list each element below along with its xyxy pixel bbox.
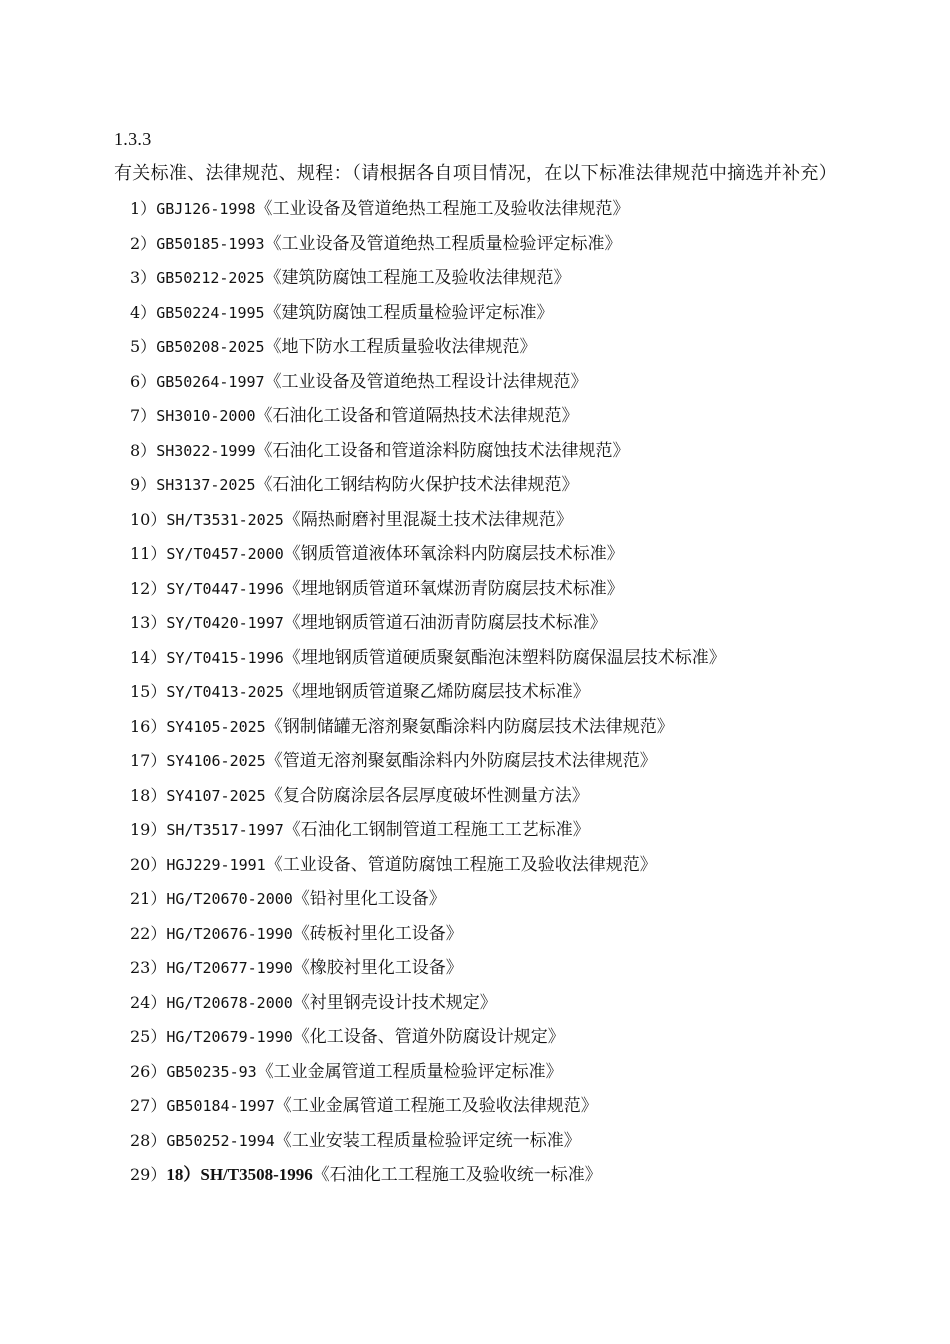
standard-index: 20）	[130, 854, 167, 874]
standard-sub-index: 18）	[166, 1165, 201, 1184]
standard-title: 《工业设备、管道防腐蚀工程施工及验收法律规范》	[265, 854, 657, 875]
standard-title: 《工业金属管道工程质量检验评定标准》	[256, 1061, 563, 1082]
standard-code: SY4106-2025	[166, 752, 266, 770]
standard-index: 1）	[130, 199, 157, 218]
standard-title: 《石油化工设备和管道隔热技术法律规范》	[255, 406, 579, 426]
standard-item	[130, 503, 890, 538]
standard-item	[130, 261, 890, 296]
standard-index: 18）	[130, 785, 167, 805]
standard-code: SY/T0457-2000	[166, 545, 284, 563]
standard-title: 《埋地钢质管道环氧煤沥青防腐层技术标准》	[283, 578, 624, 599]
standard-code: SH/T3508-1996	[200, 1165, 313, 1184]
standard-item	[130, 710, 890, 745]
standard-item	[130, 330, 890, 365]
standard-title: 《石油化工钢制管道工程施工工艺标准》	[283, 820, 590, 840]
standard-code: SY4107-2025	[166, 786, 266, 805]
standard-code: GB50264-1997	[156, 372, 265, 391]
standard-title: 《工业设备及管道绝热工程施工及验收法律规范》	[255, 199, 630, 219]
standard-item	[130, 882, 890, 917]
standard-title: 《工业设备及管道绝热工程设计法律规范》	[264, 371, 588, 392]
standard-item	[130, 468, 890, 503]
standard-item-last	[130, 1158, 890, 1193]
standard-item	[130, 572, 890, 607]
standard-code: SH3022-1999	[156, 441, 256, 460]
standard-code: SH3010-2000	[156, 407, 256, 425]
standard-code: GB50208-2025	[156, 338, 265, 356]
standard-title: 《建筑防腐蚀工程施工及验收法律规范》	[264, 268, 571, 288]
standard-index: 2）	[130, 233, 157, 253]
standard-title: 《管道无溶剂聚氨酯涂料内外防腐层技术法律规范》	[265, 751, 657, 771]
standard-code: SY/T0415-1996	[166, 648, 284, 667]
standard-code: GB50252-1994	[166, 1131, 275, 1150]
standard-item	[130, 744, 890, 779]
standard-index: 4）	[130, 302, 157, 322]
standard-code: SH3137-2025	[156, 476, 256, 494]
standard-item	[130, 365, 890, 400]
standard-title: 《地下防水工程质量验收法律规范》	[264, 337, 537, 357]
standard-code: SY/T0420-1997	[166, 614, 284, 632]
standard-index: 22）	[130, 923, 167, 943]
standard-title: 《工业金属管道工程施工及验收法律规范》	[274, 1096, 598, 1116]
standard-title: 《石油化工钢结构防火保护技术法律规范》	[255, 475, 579, 495]
standard-index: 13）	[130, 613, 167, 632]
section-heading	[114, 122, 874, 191]
standard-title: 《化工设备、管道外防腐设计规定》	[292, 1027, 565, 1047]
standard-code: GBJ126-1998	[156, 200, 256, 218]
standard-title: 《建筑防腐蚀工程质量检验评定标准》	[264, 302, 554, 323]
standard-title: 《橡胶衬里化工设备》	[292, 958, 463, 978]
standard-index: 7）	[130, 406, 157, 425]
standard-index: 21）	[130, 889, 167, 908]
standard-title: 《钢质管道液体环氧涂料内防腐层技术标准》	[283, 544, 624, 564]
standard-code: HGJ229-1991	[166, 855, 266, 874]
standard-index: 14）	[130, 647, 167, 667]
standard-index: 27）	[130, 1096, 167, 1115]
standard-index: 11）	[130, 544, 167, 563]
standard-item	[130, 951, 890, 986]
standard-index: 28）	[130, 1130, 167, 1150]
standard-title: 《埋地钢质管道聚乙烯防腐层技术标准》	[283, 682, 590, 702]
standard-item	[130, 227, 890, 262]
standard-code: HG/T20676-1990	[166, 924, 293, 943]
standard-title: 《埋地钢质管道硬质聚氨酯泡沫塑料防腐保温层技术标准》	[283, 647, 726, 668]
standard-index: 25）	[130, 1027, 167, 1046]
standard-code: HG/T20679-1990	[166, 1028, 293, 1046]
standard-index: 29）	[130, 1165, 167, 1184]
standard-index: 23）	[130, 958, 167, 977]
standard-item	[130, 641, 890, 676]
standard-index: 10）	[130, 509, 167, 529]
standard-code: SY/T0413-2025	[166, 683, 284, 701]
standard-item	[130, 675, 890, 710]
standard-title: 《埋地钢质管道石油沥青防腐层技术标准》	[283, 613, 607, 633]
standard-code: SH/T3517-1997	[166, 821, 284, 839]
standard-index: 8）	[130, 440, 157, 460]
standard-title: 《石油化工工程施工及验收统一标准》	[312, 1165, 602, 1185]
standard-title: 《砖板衬里化工设备》	[292, 923, 463, 944]
standard-title: 《复合防腐涂层各层厚度破坏性测量方法》	[265, 785, 589, 806]
standard-item	[130, 1124, 890, 1159]
standard-title: 《石油化工设备和管道涂料防腐蚀技术法律规范》	[255, 440, 630, 461]
standard-item	[130, 848, 890, 883]
standard-code: GB50212-2025	[156, 269, 265, 287]
standard-code: GB50235-93	[166, 1062, 257, 1081]
standard-item	[130, 1055, 890, 1090]
standard-title: 《铅衬里化工设备》	[292, 889, 446, 909]
standard-item	[130, 606, 890, 641]
standard-index: 24）	[130, 992, 167, 1012]
standard-item	[130, 813, 890, 848]
standard-index: 17）	[130, 751, 167, 770]
standard-item	[130, 917, 890, 952]
standard-code: SH/T3531-2025	[166, 510, 284, 529]
standard-item	[130, 434, 890, 469]
standard-item	[130, 986, 890, 1021]
standard-index: 6）	[130, 371, 157, 391]
standard-index: 19）	[130, 820, 167, 839]
standard-title: 《工业安装工程质量检验评定统一标准》	[274, 1130, 581, 1151]
standard-item	[130, 1020, 890, 1055]
standard-title: 《衬里钢壳设计技术规定》	[292, 992, 497, 1013]
standard-index: 9）	[130, 475, 157, 494]
standard-code: GB50224-1995	[156, 303, 265, 322]
standard-code: GB50185-1993	[156, 234, 265, 253]
section-heading-text: 有关标准、法律规范、规程：（请根据各自项目情况，在以下标准法律规范中摘选并补充）	[114, 163, 837, 184]
standard-index: 26）	[130, 1061, 167, 1081]
standard-item	[130, 537, 890, 572]
standard-code: SY/T0447-1996	[166, 579, 284, 598]
standard-title: 《钢制储罐无溶剂聚氨酯涂料内防腐层技术法律规范》	[265, 716, 674, 737]
standards-list	[130, 192, 890, 1193]
standard-code: GB50184-1997	[166, 1097, 275, 1115]
standard-title: 《工业设备及管道绝热工程质量检验评定标准》	[264, 233, 622, 254]
standard-item	[130, 399, 890, 434]
standard-code: HG/T20677-1990	[166, 959, 293, 977]
standard-index: 5）	[130, 337, 157, 356]
standard-index: 3）	[130, 268, 157, 287]
section-number: 1.3.3	[114, 129, 152, 149]
standard-index: 16）	[130, 716, 167, 736]
standard-item	[130, 1089, 890, 1124]
standard-item	[130, 296, 890, 331]
standard-title: 《隔热耐磨衬里混凝土技术法律规范》	[283, 509, 573, 530]
standard-code: HG/T20678-2000	[166, 993, 293, 1012]
standard-code: HG/T20670-2000	[166, 890, 293, 908]
standard-code: SY4105-2025	[166, 717, 266, 736]
standard-item	[130, 192, 890, 227]
standard-index: 12）	[130, 578, 167, 598]
standard-item	[130, 779, 890, 814]
standard-index: 15）	[130, 682, 167, 701]
